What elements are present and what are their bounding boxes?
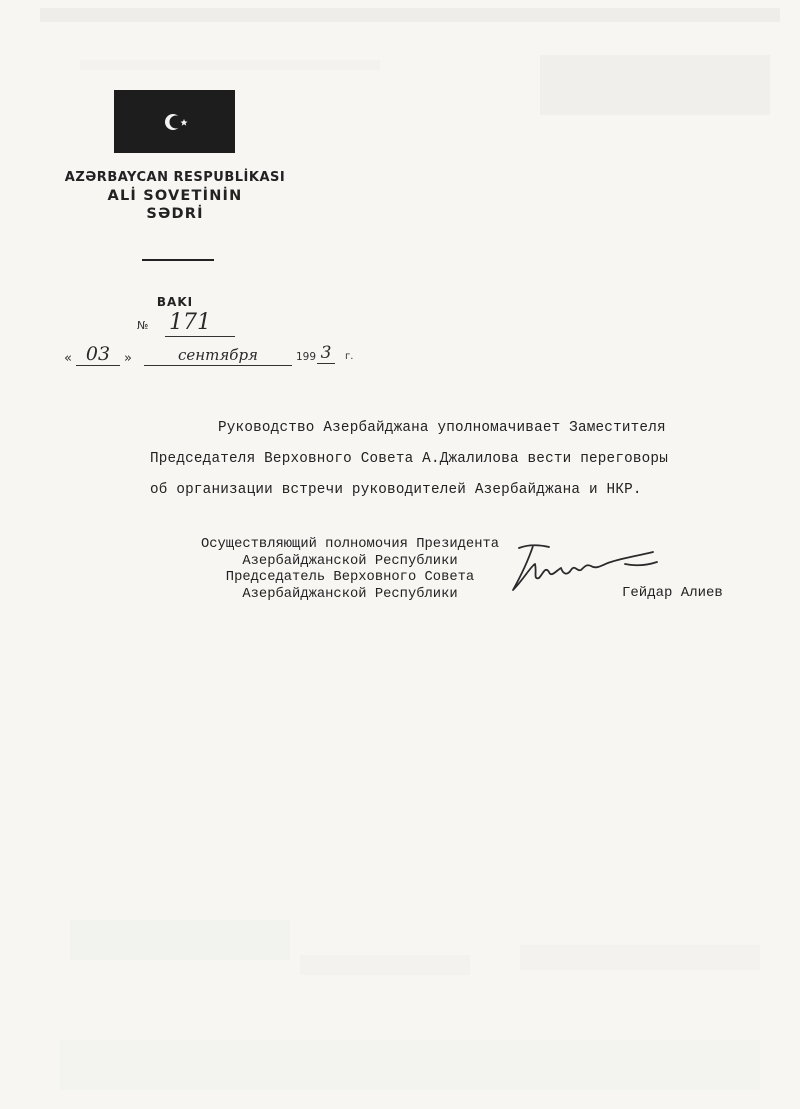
azerbaijan-emblem-flag [114,90,235,153]
date-day: 03 [76,343,120,366]
letterhead-organization [60,170,290,223]
letterhead-line-2: ALİ SOVETİNİN [107,188,243,204]
reference-date-row [60,343,354,373]
date-open-quote: « [64,351,72,366]
letterhead-line-3: SƏDRİ [146,206,204,222]
number-sign: № [137,319,149,332]
letterhead-line-1: AZƏRBAYCAN RESPUBLİKASI [64,170,286,185]
date-year-abbr: г. [345,351,354,362]
signatory-title-line-2: Азербайджанской Республики [242,553,458,569]
date-year-prefix: 199 [296,351,317,363]
body-line-2: Председателя Верховного Совета А.Джалилова вести переговоры [150,451,668,467]
reference-number: 171 [165,310,235,337]
signatory-title [160,537,540,603]
signatory-title-line-3: Председатель Верховного Совета [225,570,475,585]
body-line-3: об организации встречи руководителей Азербайджана и НКР. [150,482,642,498]
letterhead-divider [142,259,214,261]
letterhead-city: BAKI [156,295,194,309]
signatory-title-line-1: Осуществляющий полномочия Президента [200,537,500,552]
date-year-suffix: 3 [317,343,335,364]
date-close-quote: » [124,351,132,366]
signer-name: Гейдар Алиев [622,585,723,601]
crescent-star-icon [114,90,235,153]
body-line-1: Руководство Азербайджана уполномачивает Заместителя [218,420,666,436]
date-month: сентября [144,345,292,366]
letter-body [150,413,750,506]
signatory-title-line-4: Азербайджанской Республики [242,586,458,602]
